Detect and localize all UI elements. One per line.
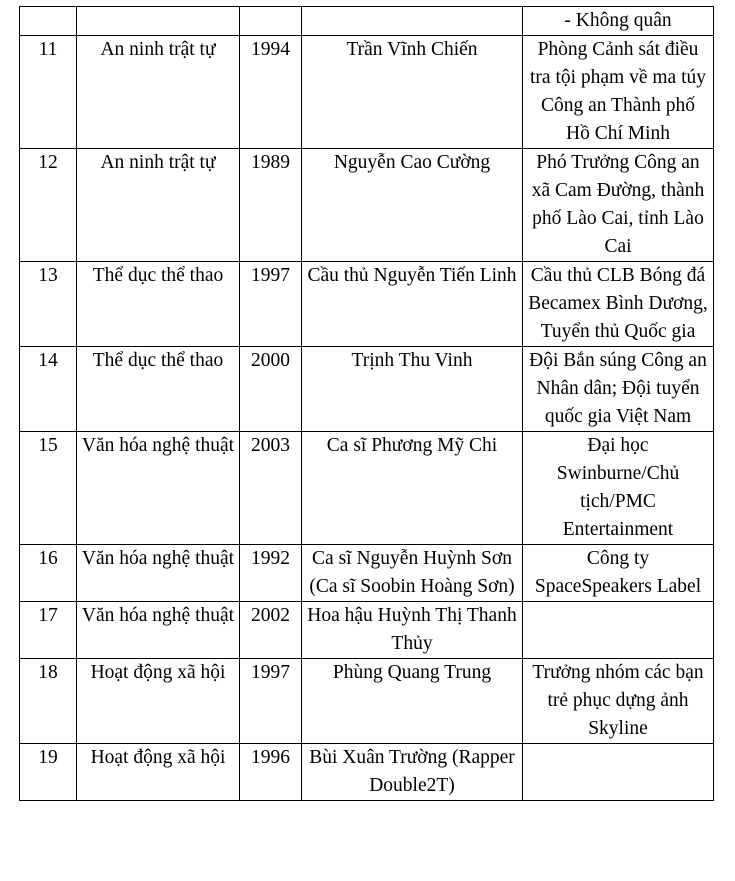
table-row xyxy=(20,602,714,659)
cell-name xyxy=(302,7,523,36)
cell-field: Văn hóa nghệ thuật xyxy=(77,545,240,602)
cell-name: Ca sĩ Nguyễn Huỳnh Sơn (Ca sĩ Soobin Hoàng Sơn) xyxy=(302,545,523,602)
honorees-table xyxy=(19,6,714,801)
cell-name: Hoa hậu Huỳnh Thị Thanh Thủy xyxy=(302,602,523,659)
cell-year: 1997 xyxy=(240,659,302,744)
cell-field: Thể dục thể thao xyxy=(77,347,240,432)
table-row-continued xyxy=(20,7,714,36)
cell-unit: - Không quân xyxy=(523,7,714,36)
cell-unit xyxy=(523,602,714,659)
cell-field: An ninh trật tự xyxy=(77,36,240,149)
cell-unit: Trưởng nhóm các bạn trẻ phục dựng ảnh Skyline xyxy=(523,659,714,744)
table-row xyxy=(20,36,714,149)
table-row xyxy=(20,545,714,602)
cell-year xyxy=(240,7,302,36)
cell-unit: Đại học Swinburne/Chủ tịch/PMC Entertainment xyxy=(523,432,714,545)
cell-name: Cầu thủ Nguyễn Tiến Linh xyxy=(302,262,523,347)
table-row xyxy=(20,432,714,545)
cell-field: Thể dục thể thao xyxy=(77,262,240,347)
cell-name: Bùi Xuân Trường (Rapper Double2T) xyxy=(302,744,523,801)
cell-name: Trần Vĩnh Chiến xyxy=(302,36,523,149)
cell-unit xyxy=(523,744,714,801)
cell-field: Hoạt động xã hội xyxy=(77,744,240,801)
cell-field: Văn hóa nghệ thuật xyxy=(77,602,240,659)
cell-field: Văn hóa nghệ thuật xyxy=(77,432,240,545)
cell-no: 19 xyxy=(20,744,77,801)
cell-year: 2000 xyxy=(240,347,302,432)
cell-no: 15 xyxy=(20,432,77,545)
cell-no: 11 xyxy=(20,36,77,149)
cell-no xyxy=(20,7,77,36)
cell-year: 1996 xyxy=(240,744,302,801)
cell-year: 1994 xyxy=(240,36,302,149)
cell-year: 1997 xyxy=(240,262,302,347)
cell-no: 16 xyxy=(20,545,77,602)
table-body xyxy=(20,7,714,801)
cell-unit: Cầu thủ CLB Bóng đá Becamex Bình Dương, Tuyển thủ Quốc gia xyxy=(523,262,714,347)
cell-name: Trịnh Thu Vinh xyxy=(302,347,523,432)
cell-field: Hoạt động xã hội xyxy=(77,659,240,744)
cell-unit: Công ty SpaceSpeakers Label xyxy=(523,545,714,602)
cell-year: 1992 xyxy=(240,545,302,602)
cell-unit: Phó Trưởng Công an xã Cam Đường, thành phố Lào Cai, tỉnh Lào Cai xyxy=(523,149,714,262)
cell-unit: Đội Bắn súng Công an Nhân dân; Đội tuyển quốc gia Việt Nam xyxy=(523,347,714,432)
cell-no: 18 xyxy=(20,659,77,744)
table-row xyxy=(20,744,714,801)
table-row xyxy=(20,659,714,744)
cell-year: 1989 xyxy=(240,149,302,262)
cell-no: 13 xyxy=(20,262,77,347)
table-row xyxy=(20,347,714,432)
cell-year: 2002 xyxy=(240,602,302,659)
cell-name: Nguyễn Cao Cường xyxy=(302,149,523,262)
cell-field xyxy=(77,7,240,36)
cell-unit: Phòng Cảnh sát điều tra tội phạm về ma túy Công an Thành phố Hồ Chí Minh xyxy=(523,36,714,149)
cell-field: An ninh trật tự xyxy=(77,149,240,262)
cell-no: 14 xyxy=(20,347,77,432)
cell-no: 12 xyxy=(20,149,77,262)
cell-name: Phùng Quang Trung xyxy=(302,659,523,744)
cell-no: 17 xyxy=(20,602,77,659)
table-row xyxy=(20,262,714,347)
table-row xyxy=(20,149,714,262)
cell-year: 2003 xyxy=(240,432,302,545)
cell-name: Ca sĩ Phương Mỹ Chi xyxy=(302,432,523,545)
